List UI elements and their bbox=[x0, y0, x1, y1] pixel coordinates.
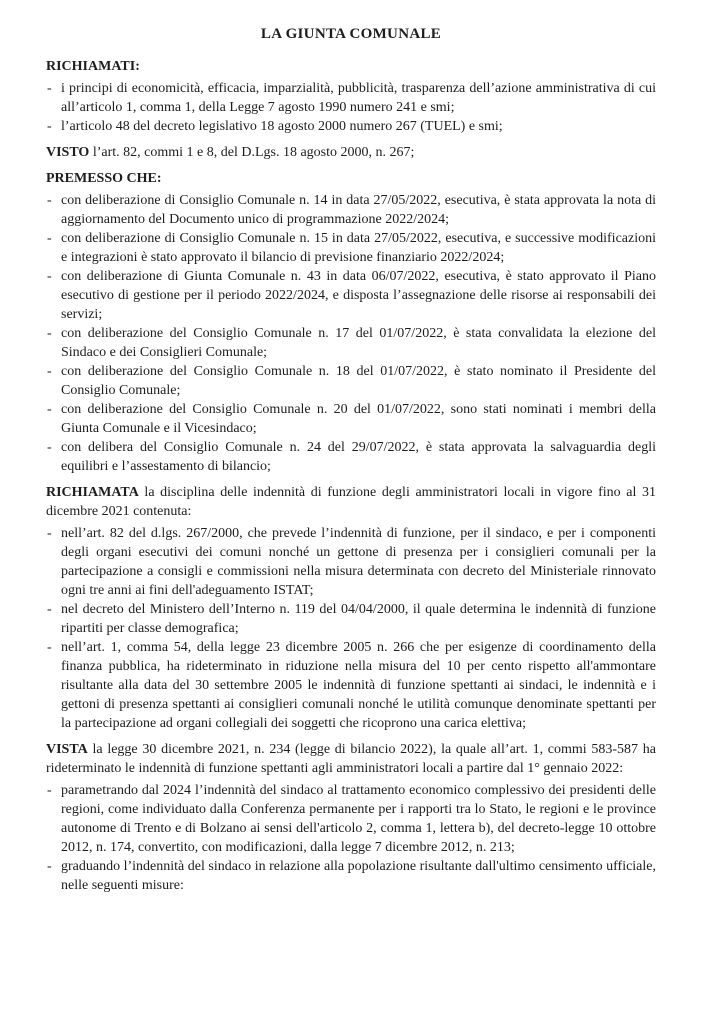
list-item: - parametrando dal 2024 l’indennità del sindaco al trattamento economico complessivo dei presidenti delle regioni, come individuato dalla Conferenza permanente per i rapporti tra lo Stato, le regioni e le province autonome di Trento e di Bolzano ai sensi dell'articolo 2, comma 1, lettera b), del decreto-legge 10 ottobre 2012, n. 174, convertito, con modificazioni, dalla legge 7 dicembre 2012, n. 213; bbox=[46, 781, 656, 857]
list-item: - con deliberazione di Giunta Comunale n. 43 in data 06/07/2022, esecutiva, è stato approvato il Piano esecutivo di gestione per il periodo 2022/2024, e disposta l’assegnazione delle risorse ai responsabili dei servizi; bbox=[46, 267, 656, 324]
heading-premesso-che bbox=[46, 169, 656, 188]
list-item: - l’articolo 48 del decreto legislativo 18 agosto 2000 numero 267 (TUEL) e smi; bbox=[46, 117, 656, 136]
list-item: - nell’art. 1, comma 54, della legge 23 dicembre 2005 n. 266 che per esigenze di coordinamento della finanza pubblica, ha rideterminato in riduzione nella misura del 10 per cento rispetto all'ammontare risultante alla data del 30 settembre 2005 le indennità di funzione spettanti ai sindaci, le indennità e i gettoni di presenza spettanti ai consiglieri comunali nonché le utilità comunque denominate spettanti per la partecipazione ad organi collegiali dei soggetti che ricoprono una carica elettiva; bbox=[46, 638, 656, 733]
list-item: - con delibera del Consiglio Comunale n. 24 del 29/07/2022, è stata approvata la salvaguardia degli equilibri e l’assestamento di bilancio; bbox=[46, 438, 656, 476]
list-item: - graduando l’indennità del sindaco in relazione alla popolazione risultante dall'ultimo censimento ufficiale, nelle seguenti misure: bbox=[46, 857, 656, 895]
vista-list bbox=[46, 781, 656, 895]
paragraph-vista: VISTA la legge 30 dicembre 2021, n. 234 (legge di bilancio 2022), la quale all’art. 1, commi 583-587 ha rideterminato le indennità di funzione spettanti agli amministratori locali a partire dal 1° gennaio 2022: bbox=[46, 742, 656, 776]
page-title: LA GIUNTA COMUNALE bbox=[260, 26, 442, 42]
heading-richiamati bbox=[46, 57, 656, 76]
list-item: - nel decreto del Ministero dell’Interno n. 119 del 04/04/2000, il quale determina le indennità di funzione ripartiti per classe demografica; bbox=[46, 600, 656, 638]
list-item: - con deliberazione del Consiglio Comunale n. 20 del 01/07/2022, sono stati nominati i membri della Giunta Comunale e il Vicesindaco; bbox=[46, 400, 656, 438]
list-item: - con deliberazione del Consiglio Comunale n. 17 del 01/07/2022, è stata convalidata la elezione del Sindaco e dei Consiglieri Comunale; bbox=[46, 324, 656, 362]
premesso-che-list bbox=[46, 191, 656, 476]
richiamata-list bbox=[46, 524, 656, 733]
paragraph-lead: VISTA bbox=[46, 742, 88, 757]
paragraph-lead: RICHIAMATI: bbox=[46, 59, 140, 74]
list-item: - con deliberazione di Consiglio Comunale n. 15 in data 27/05/2022, esecutiva, e successive modificazioni e integrazioni è stato approvato il bilancio di previsione finanziario 2022/2024; bbox=[46, 229, 656, 267]
paragraph-lead: PREMESSO CHE: bbox=[46, 171, 162, 186]
list-item: - con deliberazione di Consiglio Comunale n. 14 in data 27/05/2022, esecutiva, è stata approvata la nota di aggiornamento del Documento unico di programmazione 2022/2024; bbox=[46, 191, 656, 229]
paragraph-richiamata: RICHIAMATA la disciplina delle indennità di funzione degli amministratori locali in vigore fino al 31 dicembre 2021 contenuta: bbox=[46, 485, 656, 519]
document-body bbox=[46, 57, 656, 895]
list-item: - i principi di economicità, efficacia, imparzialità, pubblicità, trasparenza dell’azione amministrativa di cui all’articolo 1, comma 1, della Legge 7 agosto 1990 numero 241 e smi; bbox=[46, 79, 656, 117]
list-item: - con deliberazione del Consiglio Comunale n. 18 del 01/07/2022, è stato nominato il Presidente del Consiglio Comunale; bbox=[46, 362, 656, 400]
list-item: - nell’art. 82 del d.lgs. 267/2000, che prevede l’indennità di funzione, per il sindaco, e per i componenti degli organi esecutivi dei comuni nonché un gettone di presenza per i consiglieri comunali per la partecipazione a consigli e commissioni nella misura determinata con decreto del Ministeriale rinnovato ogni tre anni ai fini dell'adeguamento ISTAT; bbox=[46, 524, 656, 600]
paragraph-lead: VISTO bbox=[46, 145, 90, 160]
paragraph-visto: VISTO l’art. 82, commi 1 e 8, del D.Lgs. 18 agosto 2000, n. 267; bbox=[46, 145, 415, 160]
paragraph-lead: RICHIAMATA bbox=[46, 485, 139, 500]
richiamati-list bbox=[46, 79, 656, 136]
